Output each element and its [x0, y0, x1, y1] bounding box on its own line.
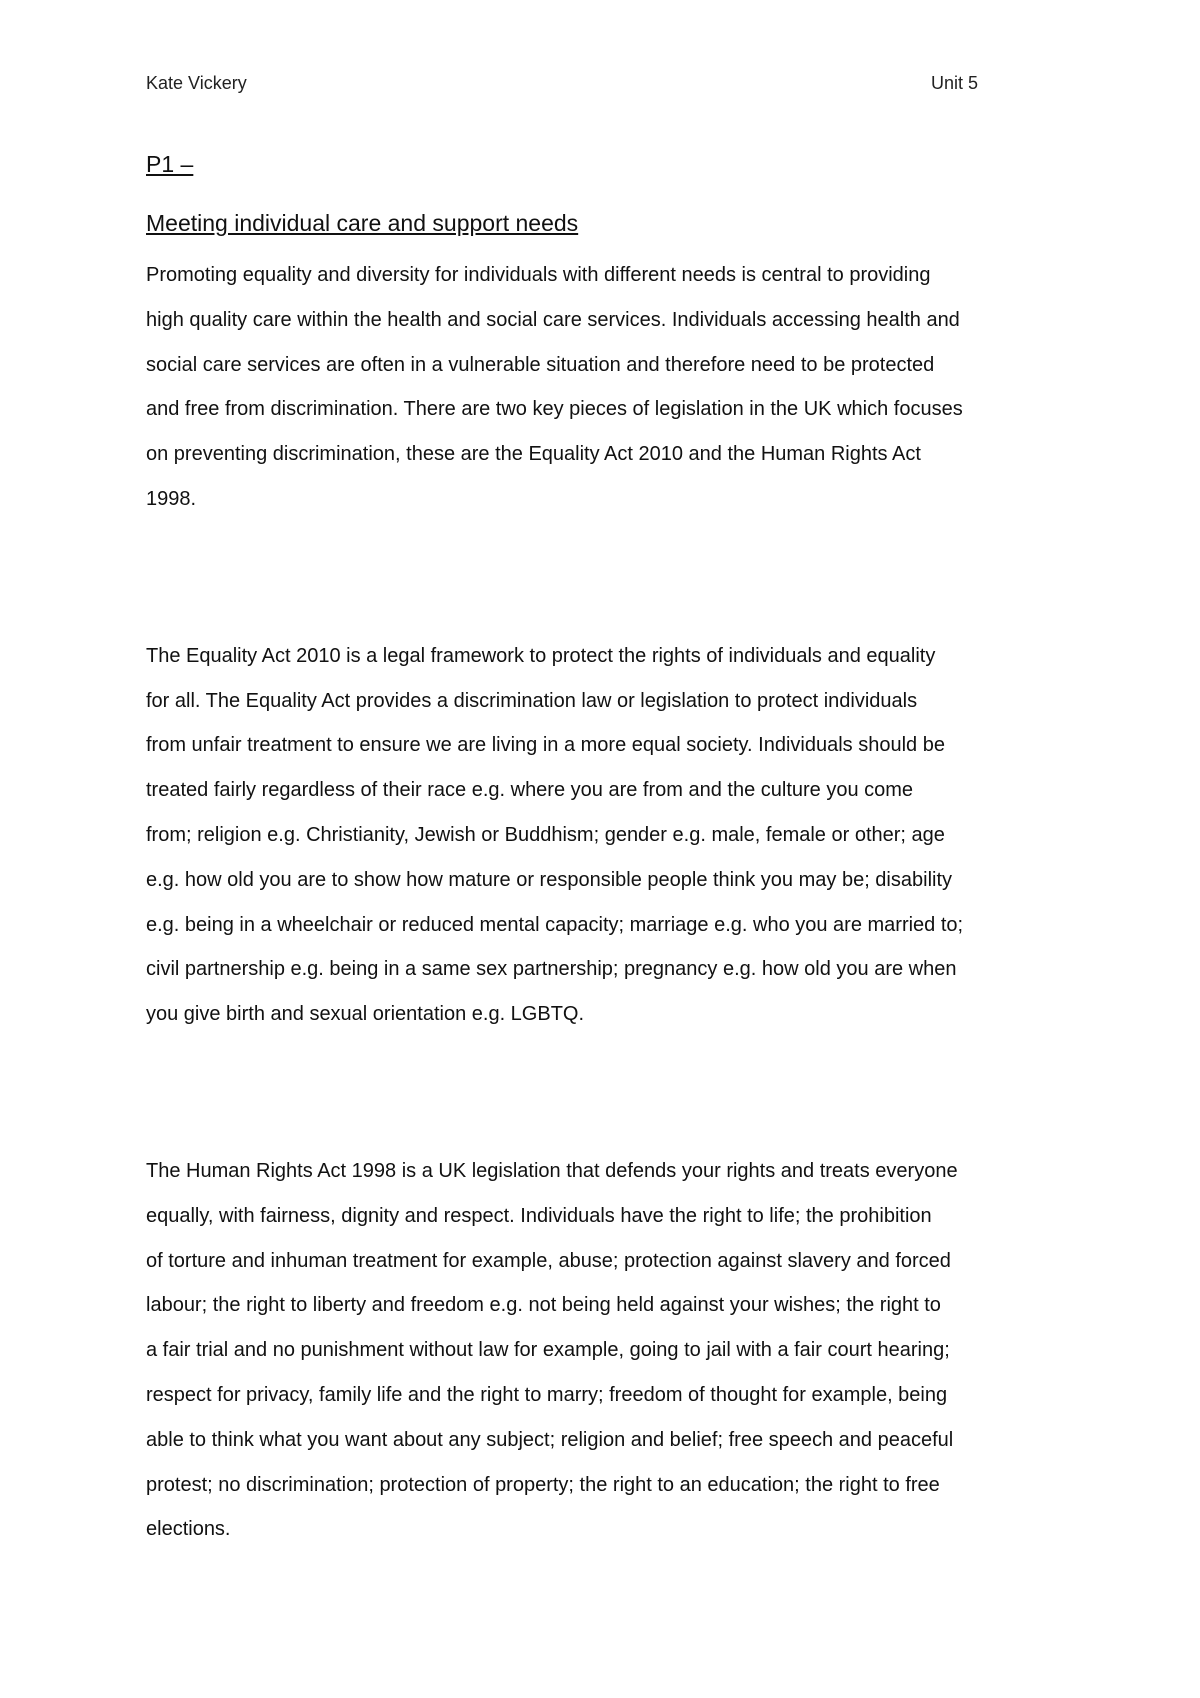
page-header: [146, 73, 978, 101]
paragraph-human-rights-act: The Human Rights Act 1998 is a UK legislation that defends your rights and treats everyone equally, with fairness, dignity and respect. Individuals have the right to life; the prohibition of torture and inhuman treatment for example, abuse; protection against slavery and forced labour; the right to liberty and freedom e.g. not being held against your wishes; the right to a fair trial and no punishment without law for example, going to jail with a fair court hearing; respect for privacy, family life and the right to marry; freedom of thought for example, being able to think what you want about any subject; religion and belief; free speech and peaceful protest; no discrimination; protection of property; the right to an education; the right to free elections.: [146, 1159, 958, 1541]
paragraph-intro: Promoting equality and diversity for individuals with different needs is central to providing high quality care within the health and social care services. Individuals accessing health and social care services are often in a vulnerable situation and therefore need to be protected and free from discrimination. There are two key pieces of legislation in the UK which focuses on preventing discrimination, these are the Equality Act 2010 and the Human Rights Act 1998.: [146, 264, 963, 510]
header-author: Kate Vickery: [146, 73, 247, 93]
section-title: Meeting individual care and support needs: [146, 210, 579, 236]
paragraph-equality-act: The Equality Act 2010 is a legal framework to protect the rights of individuals and equality for all. The Equality Act provides a discrimination law or legislation to protect individuals from unfair treatment to ensure we are living in a more equal society. Individuals should be treated fairly regardless of their race e.g. where you are from and the culture you come from; religion e.g. Christianity, Jewish or Buddhism; gender e.g. male, female or other; age e.g. how old you are to show how mature or responsible people think you may be; disability e.g. being in a wheelchair or reduced mental capacity; marriage e.g. who you are married to; civil partnership e.g. being in a same sex partnership; pregnancy e.g. how old you are when you give birth and sexual orientation e.g. LGBTQ.: [146, 644, 964, 1026]
paragraph-spacer: [146, 522, 1066, 634]
paragraph-spacer: [146, 1037, 1066, 1149]
section-code: P1 –: [146, 151, 194, 177]
document-body: [146, 148, 1066, 1552]
header-unit: Unit 5: [930, 73, 978, 93]
